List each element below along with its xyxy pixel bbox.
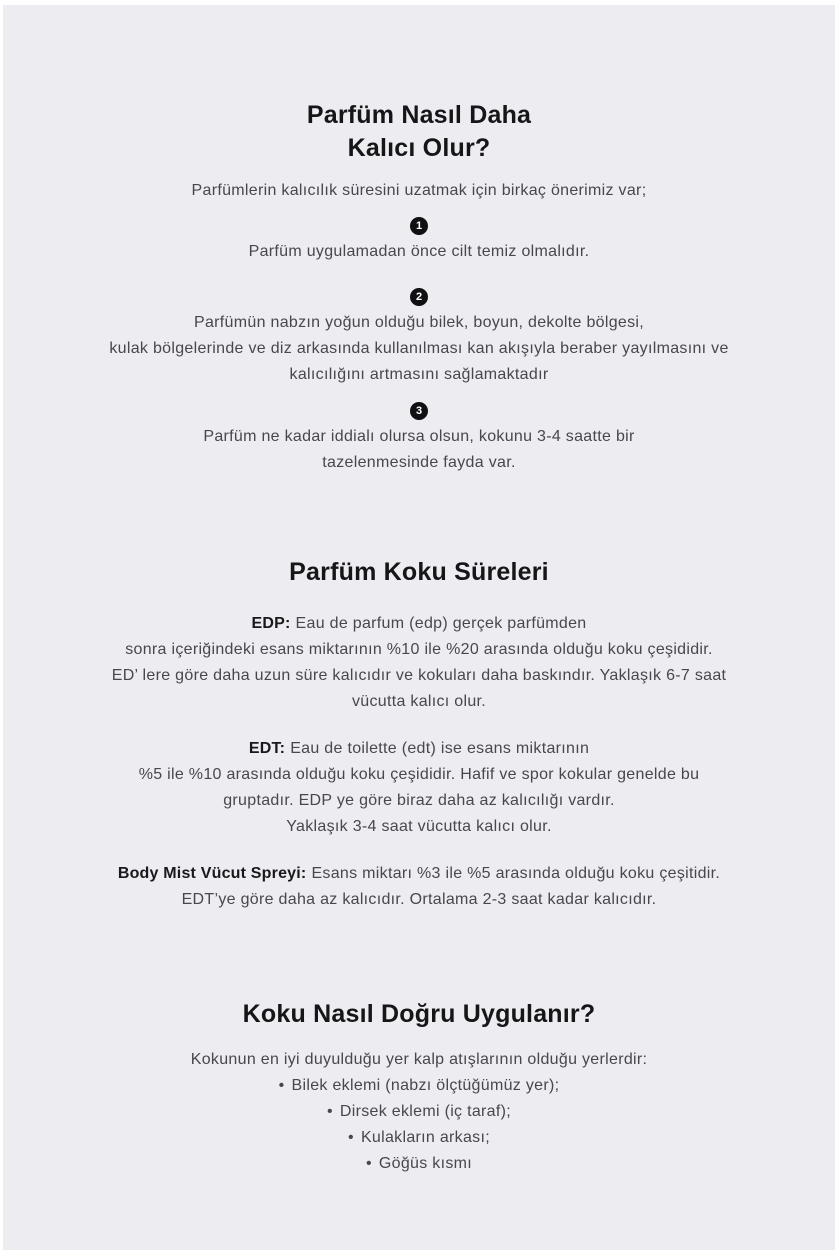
edt-line3: gruptadır. EDP ye göre biraz daha az kalıcılığı vardır. xyxy=(223,792,615,809)
edp-line4: vücutta kalıcı olur. xyxy=(351,693,487,710)
entry-edt xyxy=(3,736,835,840)
edt-line4: Yaklaşık 3-4 saat vücutta kalıcı olur. xyxy=(286,818,552,835)
bullet-icon: • xyxy=(348,1129,354,1146)
content-panel xyxy=(3,5,835,1250)
body-mist-line2: EDT’ye göre daha az kalıcıdır. Ortalama 2-3 saat kadar kalıcıdır. xyxy=(181,891,657,908)
tip-item-3 xyxy=(3,401,835,476)
application-title: Koku Nasıl Doğru Uygulanır? xyxy=(242,1000,596,1028)
bullet-item-1 xyxy=(3,1073,835,1099)
section-application xyxy=(3,998,835,1177)
bullet-icon: • xyxy=(327,1103,333,1120)
number-2-badge: 2 xyxy=(410,288,428,306)
number-1-badge: 1 xyxy=(410,217,428,235)
edp-first-line: Eau de parfum (edp) gerçek parfümden xyxy=(295,615,587,632)
bullet-item-3 xyxy=(3,1125,835,1151)
body-mist-label: Body Mist Vücut Spreyi: xyxy=(117,865,307,882)
bullet-1-text: Bilek eklemi (nabzı ölçtüğümüz yer); xyxy=(291,1077,560,1094)
edp-line3: ED’ lere göre daha uzun süre kalıcıdır ve kokuları daha baskındır. Yaklaşık 6-7 saat xyxy=(111,667,727,684)
entry-edp xyxy=(3,611,835,715)
bullet-icon: • xyxy=(278,1077,285,1094)
edt-first-line: Eau de toilette (edt) ise esans miktarının xyxy=(290,740,590,757)
edt-line2: %5 ile %10 arasında olduğu koku çeşididir. Hafif ve spor kokular genelde bu xyxy=(138,766,700,783)
tip-2-text-line1: Parfümün nabzın yoğun olduğu bilek, boyun, dekolte bölgesi, xyxy=(194,314,644,331)
bullet-item-4 xyxy=(3,1151,835,1177)
section-durations xyxy=(3,556,835,913)
application-intro: Kokunun en iyi duyulduğu yer kalp atışlarının olduğu yerlerdir: xyxy=(190,1051,648,1068)
tip-1-text: Parfüm uygulamadan önce cilt temiz olmalıdır. xyxy=(248,243,590,260)
edp-line2: sonra içeriğindeki esans miktarının %10 ile %20 arasında olduğu koku çeşididir. xyxy=(125,641,713,658)
entry-body-mist xyxy=(3,861,835,913)
tip-item-1 xyxy=(3,216,835,265)
longevity-title-line2: Kalıcı Olur? xyxy=(347,134,491,162)
durations-title: Parfüm Koku Süreleri xyxy=(289,558,549,586)
bullet-2-text: Dirsek eklemi (iç taraf); xyxy=(339,1103,511,1120)
edt-label: EDT: xyxy=(248,740,286,757)
edt-line1 xyxy=(3,736,835,762)
bullet-item-2 xyxy=(3,1099,835,1125)
longevity-intro: Parfümlerin kalıcılık süresini uzatmak için birkaç önerimiz var; xyxy=(191,182,647,199)
section-longevity xyxy=(3,99,835,476)
body-mist-first-line: Esans miktarı %3 ile %5 arasında olduğu koku çeşitidir. xyxy=(311,865,721,882)
edp-line1 xyxy=(3,611,835,637)
longevity-title-line1: Parfüm Nasıl Daha xyxy=(306,101,532,129)
longevity-title xyxy=(3,99,835,165)
bullet-3-text: Kulakların arkası; xyxy=(360,1129,490,1146)
tip-2-text-line3: kalıcılığını artmasını sağlamaktadır xyxy=(289,366,549,383)
edp-label: EDP: xyxy=(251,615,291,632)
tip-3-text-line1: Parfüm ne kadar iddialı olursa olsun, kokunu 3-4 saatte bir xyxy=(203,428,635,445)
tip-item-2 xyxy=(3,287,835,388)
bullet-icon: • xyxy=(365,1155,372,1172)
number-3-badge: 3 xyxy=(410,402,428,420)
tip-2-text-line2: kulak bölgelerinde ve diz arkasında kullanılması kan akışıyla beraber yayılmasını ve xyxy=(109,340,729,357)
bullet-4-text: Göğüs kısmı xyxy=(378,1155,472,1172)
tip-3-text-line2: tazelenmesinde fayda var. xyxy=(322,454,516,471)
body-mist-line1 xyxy=(3,861,835,887)
